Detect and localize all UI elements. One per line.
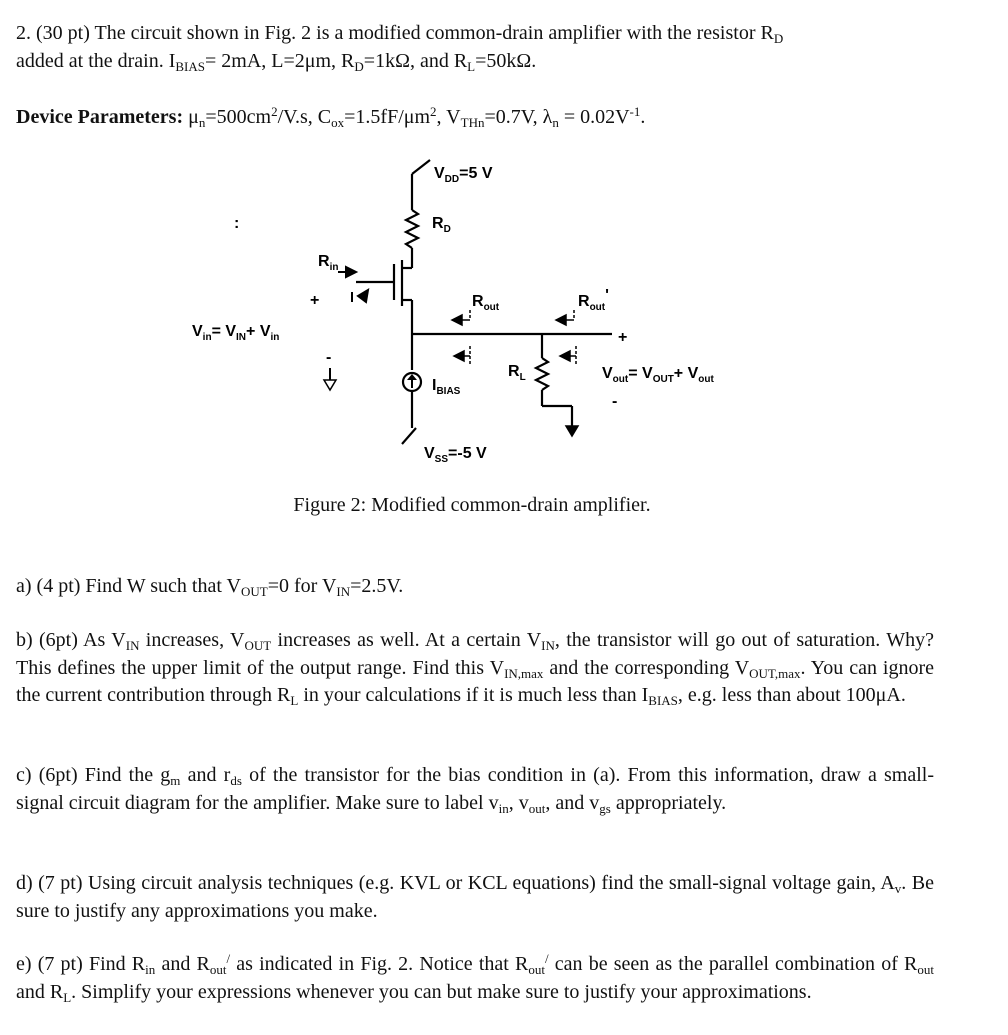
ground-symbol xyxy=(566,426,578,436)
rin-label: $R_{in}$ xyxy=(318,253,339,273)
vin-label: $V_{in}= V_{IN}+ V_{in}$ xyxy=(192,323,280,343)
ibias-label: $I_{BIAS}$ xyxy=(432,377,461,397)
vss-rail xyxy=(402,428,416,444)
device-parameters: Device Parameters: $\mu_n=500cm^2/V.s$, $C_{ox}=1.5fF/\mu m^2$, $V_{THn}=0.7V$, $\lambda_n = 0.02V^{-1}$. xyxy=(16,104,646,130)
rd-label: $R_D$ xyxy=(432,215,451,235)
part-c: c) (6pt) Find the $g_m$ and $r_{ds}$ of the transistor for the bias condition in (a). From this information, draw a small-signal circuit diagram for the amplifier. Make sure to label $v_{in}$, $v_{out}$, and $v_{gs}$ appropriately. xyxy=(16,764,934,816)
part-e: e) (7 pt) Find $R_{in}$ and $R_{out}^/$ as indicated in Fig. 2. Notice that $R_{out}^/$ can be seen as the parallel combination of $R_{out}$ and $R_L$. Simplify your expressions whenever you can but make sure to justify your approximations. xyxy=(16,951,935,1005)
vin-plus: + xyxy=(310,292,320,309)
circuit-diagram xyxy=(180,150,780,470)
rin-arrow-icon xyxy=(338,267,368,302)
rl-label: $R_L$ xyxy=(508,363,526,383)
part-a: a) (4 pt) Find W such that $V_{OUT}=0$ for $V_{IN}=2.5V$. xyxy=(16,575,404,599)
vout-plus: + xyxy=(618,329,628,346)
vdd-rail xyxy=(412,160,430,174)
rout-prime-arrow-icon xyxy=(556,310,576,364)
vin-minus: - xyxy=(326,349,332,366)
rout-label: $R_{out}$ xyxy=(472,293,500,313)
rout-arrow-icon xyxy=(452,310,470,364)
vout-minus: - xyxy=(612,393,618,410)
input-ground-symbol xyxy=(324,380,336,390)
part-d: d) (7 pt) Using circuit analysis techniques (e.g. KVL or KCL equations) find the small-signal voltage gain, $A_v$. Be sure to justify any approximations you make. xyxy=(16,872,934,922)
part-b: b) (6pt) As $V_{IN}$ increases, $V_{OUT}$ increases as well. At a certain $V_{IN}$, the transistor will go out of saturation. Why? This defines the upper limit of the output range. Find this $V_{IN,max}$ and the corresponding $V_{OUT,max}$. You can ignore the current contribution through $R_L$ in your calculations if it is much less than $I_{BIAS}$, e.g. less than about 100μA. xyxy=(16,629,935,708)
figure-caption: Figure 2: Modified common-drain amplifier. xyxy=(293,494,651,516)
rout-prime-label: $R_{out}'$ xyxy=(578,287,609,313)
vout-label: $V_{out}= V_{OUT}+ V_{out}$ xyxy=(602,365,714,385)
vss-label: $V_{SS}=-5$ V xyxy=(424,445,487,465)
rd-resistor xyxy=(406,210,418,248)
rl-resistor xyxy=(536,358,548,390)
vdd-label: $V_{DD}=5$ V xyxy=(434,165,493,185)
problem-intro: 2. (30 pt) The circuit shown in Fig. 2 is a modified common-drain amplifier with the resistor $R_D$ added at the drain. $I_{BIAS}= 2mA$, L=2μm, $R_D=1k\Omega$, and $R_L=50k\Omega$. xyxy=(16,22,784,74)
dot-mark: : xyxy=(234,215,240,232)
